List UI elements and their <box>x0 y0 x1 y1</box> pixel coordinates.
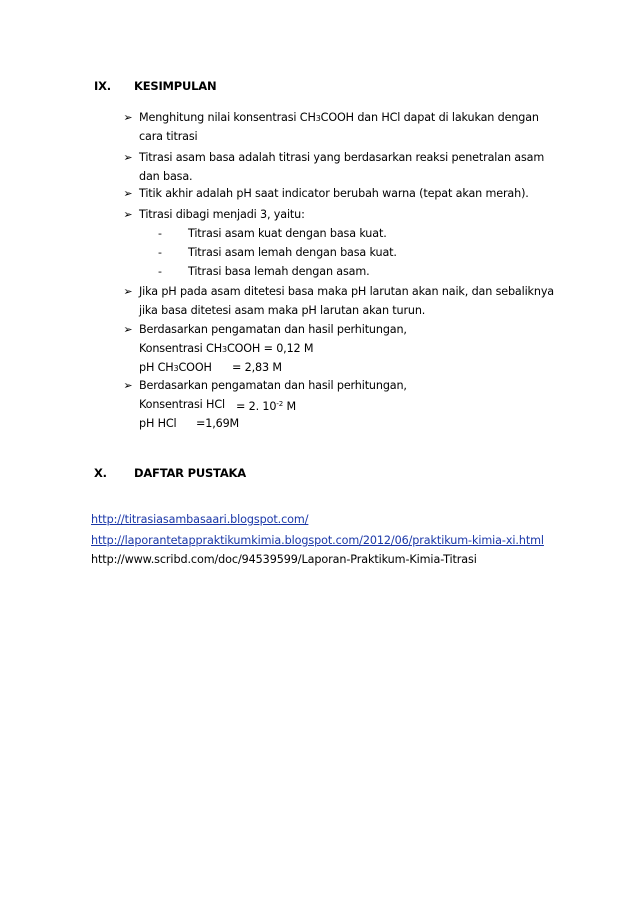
dash-marker: - <box>158 246 162 259</box>
arrow-bullet-icon: ➢ <box>123 285 133 298</box>
dash-marker: - <box>158 265 162 278</box>
section-number: IX. <box>94 79 111 93</box>
bullet-text <box>139 110 539 126</box>
subscript: 3 <box>173 364 179 373</box>
section-title: DAFTAR PUSTAKA <box>134 466 246 480</box>
concentration-line <box>139 397 225 412</box>
text-fragment: COOH <box>178 361 212 374</box>
concentration-line <box>139 341 313 357</box>
text-fragment: COOH = 0,12 M <box>226 342 314 355</box>
section-heading-x <box>94 466 314 482</box>
bullet-text: Jika pH pada asam ditetesi basa maka pH larutan akan naik, dan sebaliknya <box>139 285 555 298</box>
bullet-text-continuation: jika basa ditetesi asam maka pH larutan akan turun. <box>139 304 426 317</box>
text-fragment: M <box>283 400 296 413</box>
text-fragment: Konsentrasi CH <box>139 342 222 355</box>
ph-value: =1,69M <box>196 417 240 430</box>
sub-item-text: Titrasi asam lemah dengan basa kuat. <box>188 246 397 259</box>
sub-item-text: Titrasi asam kuat dengan basa kuat. <box>188 227 387 240</box>
bullet-text: Titik akhir adalah pH saat indicator berubah warna (tepat akan merah). <box>139 187 529 200</box>
section-heading-ix <box>94 79 294 95</box>
text-fragment: = 2. 10 <box>236 400 277 413</box>
subscript: 3 <box>315 114 321 123</box>
reference-link[interactable]: http://titrasiasambasaari.blogspot.com/ <box>91 513 309 526</box>
ph-line <box>139 360 212 376</box>
section-title: KESIMPULAN <box>134 79 217 93</box>
bullet-text: Berdasarkan pengamatan dan hasil perhitungan, <box>139 323 407 336</box>
text-fragment: Menghitung nilai konsentrasi CH <box>139 111 316 124</box>
text-fragment: pH CH <box>139 361 174 374</box>
concentration-value <box>236 397 296 414</box>
dash-marker: - <box>158 227 162 240</box>
superscript: -2 <box>276 400 284 408</box>
arrow-bullet-icon: ➢ <box>123 379 133 392</box>
arrow-bullet-icon: ➢ <box>123 323 133 336</box>
sub-item-text: Titrasi basa lemah dengan asam. <box>188 265 370 278</box>
reference-link[interactable]: http://laporantetappraktikumkimia.blogspot.com/2012/06/praktikum-kimia-xi.html <box>91 534 544 547</box>
subscript: 3 <box>221 345 227 354</box>
arrow-bullet-icon: ➢ <box>123 151 133 164</box>
section-number: X. <box>94 466 107 480</box>
arrow-bullet-icon: ➢ <box>123 111 133 124</box>
bullet-text: Titrasi asam basa adalah titrasi yang berdasarkan reaksi penetralan asam <box>139 151 545 164</box>
bullet-text-continuation: cara titrasi <box>139 130 198 143</box>
bullet-text: Berdasarkan pengamatan dan hasil perhitungan, <box>139 379 407 392</box>
arrow-bullet-icon: ➢ <box>123 187 133 200</box>
ph-value: = 2,83 M <box>232 361 282 374</box>
bullet-text-continuation: dan basa. <box>139 170 193 183</box>
ph-line: pH HCl <box>139 417 177 430</box>
text-fragment: COOH dan HCl dapat di lakukan dengan <box>320 111 539 124</box>
reference-text: http://www.scribd.com/doc/94539599/Laporan-Praktikum-Kimia-Titrasi <box>91 553 477 566</box>
text-fragment: Konsentrasi HCl <box>139 398 225 411</box>
arrow-bullet-icon: ➢ <box>123 208 133 221</box>
bullet-text: Titrasi dibagi menjadi 3, yaitu: <box>139 208 305 221</box>
